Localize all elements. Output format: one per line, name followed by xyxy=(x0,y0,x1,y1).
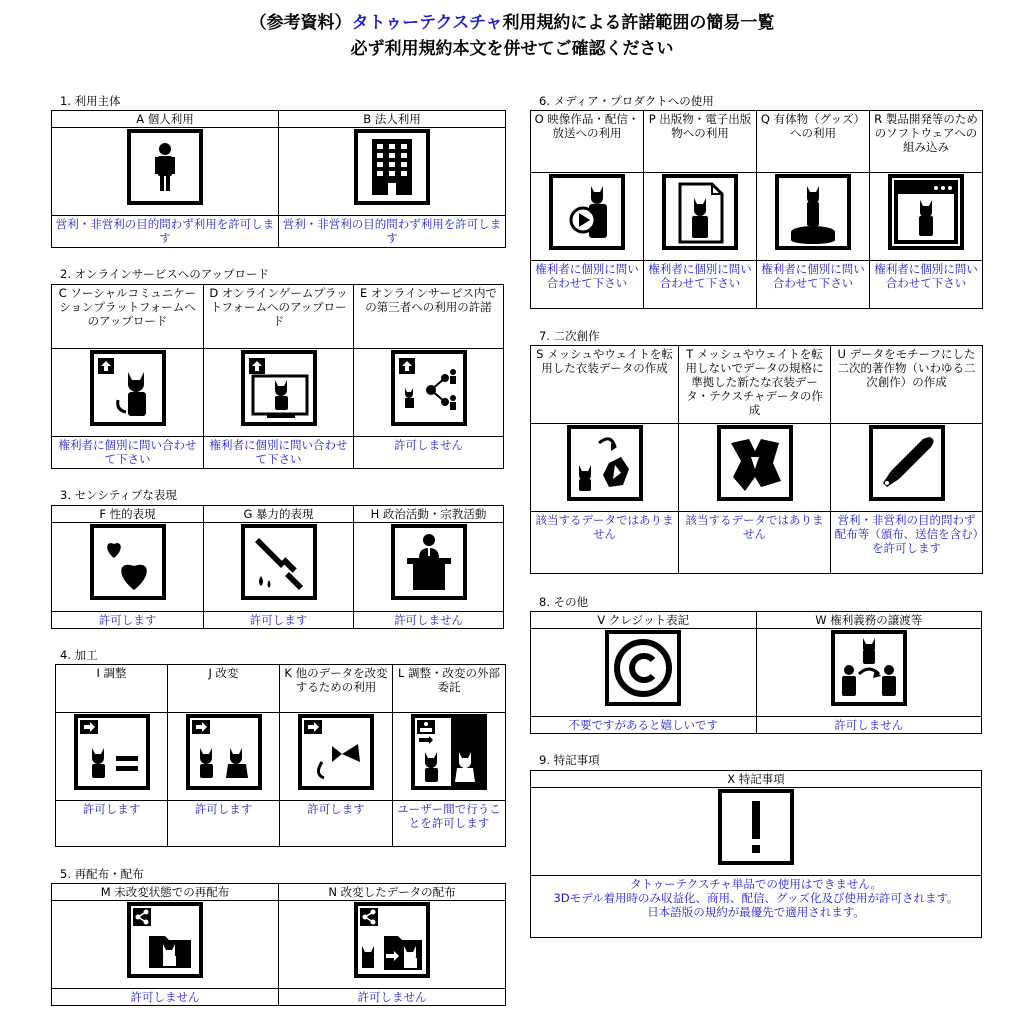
icon-cell xyxy=(354,523,504,612)
icon-cell xyxy=(831,424,983,512)
section-9-label: 9. 特記事項 xyxy=(539,753,600,767)
adjust-icon xyxy=(74,714,150,790)
title-line xyxy=(0,10,1024,36)
permission-text: 営利・非営利の目的問わず利用を許可します xyxy=(52,216,279,248)
transfer-rights-icon xyxy=(831,630,907,706)
section-6-label: 6. メディア・プロダクトへの使用 xyxy=(539,94,714,108)
column-head: L 調整・改変の外部委託 xyxy=(393,665,506,713)
column-head: P 出版物・電子出版物への利用 xyxy=(644,111,757,173)
upload-avatar-icon xyxy=(90,350,166,426)
column-head: D オンラインゲームプラットフォームへのアップロード xyxy=(204,285,354,349)
permission-text: 権利者に個別に問い合わせて下さい xyxy=(644,261,757,309)
column-head: N 改変したデータの配布 xyxy=(279,884,506,901)
icon-cell xyxy=(168,713,280,801)
permission-text: 権利者に個別に問い合わせて下さい xyxy=(870,261,983,309)
icon-cell xyxy=(204,349,354,437)
column-head: Q 有体物（グッズ）への利用 xyxy=(757,111,870,173)
column-head: M 未改変状態での再配布 xyxy=(52,884,279,901)
section-3-table xyxy=(51,505,504,629)
column-head: C ソーシャルコミュニケーションプラットフォームへのアップロード xyxy=(52,285,204,349)
permission-text: 権利者に個別に問い合わせて下さい xyxy=(52,437,204,469)
permission-text: 該当するデータではありません xyxy=(679,512,831,574)
video-play-icon xyxy=(549,174,625,250)
column-head: T メッシュやウェイトを転用しないでデータの規格に準拠した新たな衣装データ・テクスチャデータの作成 xyxy=(679,346,831,424)
column-head: S メッシュやウェイトを転用した衣装データの作成 xyxy=(531,346,679,424)
icon-cell xyxy=(644,173,757,261)
permission-text: 許可します xyxy=(52,612,204,629)
permission-text: 許可しません xyxy=(354,612,504,629)
section-7-table xyxy=(530,345,983,574)
icon-cell xyxy=(756,629,982,717)
column-head: A 個人利用 xyxy=(52,111,279,128)
column-head: K 他のデータを改変するための利用 xyxy=(280,665,393,713)
title-rest: 利用規約による許諾範囲の簡易一覧 xyxy=(502,13,775,33)
icon-cell xyxy=(52,523,204,612)
icon-cell xyxy=(56,713,168,801)
page-title xyxy=(0,10,1024,62)
permission-text: 権利者に個別に問い合わせて下さい xyxy=(531,261,644,309)
column-head: W 権利義務の譲渡等 xyxy=(756,612,982,629)
figure-goods-icon xyxy=(775,174,851,250)
section-5-table xyxy=(51,883,506,1006)
column-head: H 政治活動・宗教活動 xyxy=(354,506,504,523)
permission-text: 許可します xyxy=(56,801,168,847)
section-3-label: 3. センシティブな表現 xyxy=(60,488,177,502)
icon-cell xyxy=(870,173,983,261)
column-head: F 性的表現 xyxy=(52,506,204,523)
reuse-data-icon xyxy=(298,714,374,790)
note-line: 3Dモデル着用時のみ収益化、商用、配信、グッズ化及び使用が許可されます。 xyxy=(553,891,959,905)
modify-icon xyxy=(186,714,262,790)
column-head: R 製品開発等のためのソフトウェアへの組み込み xyxy=(870,111,983,173)
section-5-label: 5. 再配布・配布 xyxy=(60,867,144,881)
section-2-table xyxy=(51,284,504,469)
publication-icon xyxy=(662,174,738,250)
permission-text: 営利・非営利の目的問わず利用を許可します xyxy=(279,216,506,248)
new-costume-icon xyxy=(717,425,793,501)
column-head: B 法人利用 xyxy=(279,111,506,128)
note-line: タトゥーテクスチャ単品での使用はできません。 xyxy=(629,877,883,891)
mesh-costume-icon xyxy=(567,425,643,501)
section-6-table xyxy=(530,110,983,309)
knife-icon xyxy=(241,524,317,600)
icon-cell xyxy=(52,349,204,437)
office-building-icon xyxy=(354,129,430,205)
icon-cell xyxy=(204,523,354,612)
page-subtitle: 必ず利用規約本文を併せてご確認ください xyxy=(350,39,674,59)
permission-text: 該当するデータではありません xyxy=(531,512,679,574)
permission-text: 権利者に個別に問い合わせて下さい xyxy=(204,437,354,469)
permission-text: 許可します xyxy=(204,612,354,629)
permission-text: 許可しません xyxy=(354,437,504,469)
upload-game-icon xyxy=(241,350,317,426)
permission-text: 不要ですがあると嬉しいです xyxy=(531,717,757,734)
section-4-table xyxy=(55,664,506,847)
icon-cell xyxy=(531,629,757,717)
permission-text: 営利・非営利の目的問わず配布等（頒布、送信を含む）を許可します xyxy=(831,512,983,574)
pen-nib-icon xyxy=(869,425,945,501)
icon-cell xyxy=(279,901,506,989)
software-window-icon xyxy=(888,174,964,250)
icon-cell xyxy=(531,424,679,512)
icon-cell xyxy=(757,173,870,261)
share-folder-icon xyxy=(127,902,203,978)
title-brand: タトゥーテクスチャ xyxy=(351,13,503,33)
icon-cell xyxy=(679,424,831,512)
permission-text: ユーザー間で行うことを許可します xyxy=(393,801,506,847)
permission-text: 許可しません xyxy=(52,989,279,1006)
outsource-icon xyxy=(411,714,487,790)
icon-cell xyxy=(531,173,644,261)
hearts-icon xyxy=(90,524,166,600)
icon-cell xyxy=(280,713,393,801)
icon-cell xyxy=(354,349,504,437)
column-head: X 特記事項 xyxy=(531,771,982,788)
icon-cell xyxy=(52,901,279,989)
column-head: I 調整 xyxy=(56,665,168,713)
section-9-table xyxy=(530,770,982,938)
section-2-label: 2. オンラインサービスへのアップロード xyxy=(60,267,269,281)
icon-cell xyxy=(393,713,506,801)
section-8-label: 8. その他 xyxy=(539,595,589,609)
icon-cell xyxy=(52,128,279,216)
share-modified-icon xyxy=(354,902,430,978)
title-prefix: （参考資料） xyxy=(249,13,352,33)
permission-text: 許可しません xyxy=(279,989,506,1006)
section-8-table xyxy=(530,611,982,734)
share-third-party-icon xyxy=(391,350,467,426)
column-head: G 暴力的表現 xyxy=(204,506,354,523)
podium-speaker-icon xyxy=(391,524,467,600)
section-4-label: 4. 加工 xyxy=(60,648,98,662)
special-notes xyxy=(531,876,982,938)
icon-cell xyxy=(531,788,982,876)
icon-cell xyxy=(279,128,506,216)
note-line: 日本語版の規約が最優先で適用されます。 xyxy=(647,905,865,919)
column-head: V クレジット表記 xyxy=(531,612,757,629)
column-head: U データをモチーフにした二次的著作物（いわゆる二次創作）の作成 xyxy=(831,346,983,424)
permission-text: 許可します xyxy=(168,801,280,847)
section-1-label: 1. 利用主体 xyxy=(60,94,121,108)
exclamation-icon xyxy=(718,789,794,865)
copyright-icon xyxy=(605,630,681,706)
permission-text: 許可しません xyxy=(756,717,982,734)
column-head: J 改変 xyxy=(168,665,280,713)
column-head: O 映像作品・配信・放送への利用 xyxy=(531,111,644,173)
section-7-label: 7. 二次創作 xyxy=(539,329,600,343)
permission-text: 権利者に個別に問い合わせて下さい xyxy=(757,261,870,309)
section-1-table xyxy=(51,110,506,248)
permission-text: 許可します xyxy=(280,801,393,847)
column-head: E オンラインサービス内での第三者への利用の許諾 xyxy=(354,285,504,349)
person-icon xyxy=(127,129,203,205)
